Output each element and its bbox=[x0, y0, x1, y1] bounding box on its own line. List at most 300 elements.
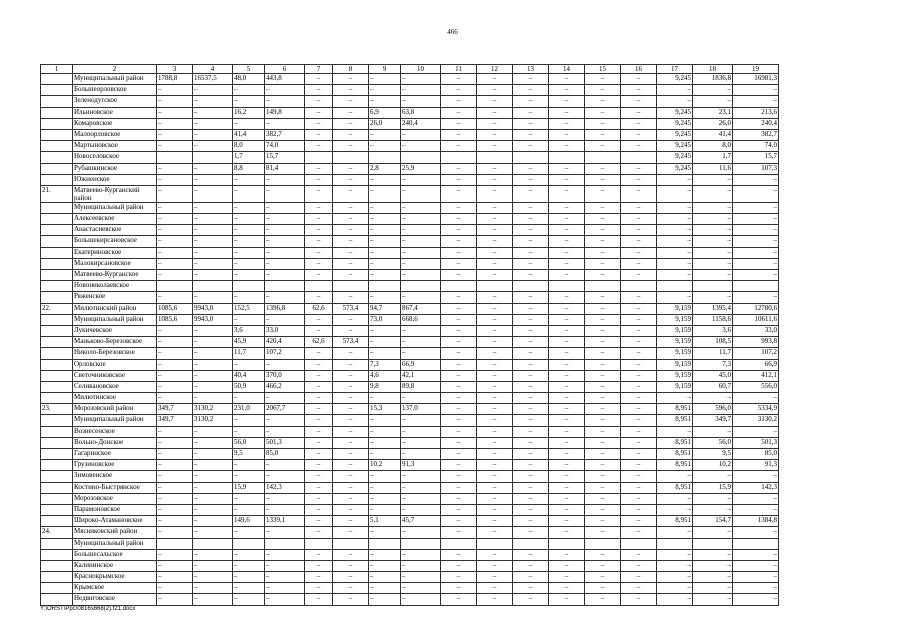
value-cell: 1384,8 bbox=[733, 516, 779, 527]
value-cell: – bbox=[157, 141, 193, 152]
value-cell: – bbox=[513, 348, 549, 359]
table-row bbox=[41, 493, 779, 504]
value-cell: – bbox=[193, 214, 233, 225]
value-cell: 9,159 bbox=[657, 325, 693, 336]
value-cell: – bbox=[369, 482, 401, 493]
value-cell: – bbox=[441, 471, 477, 482]
value-cell: – bbox=[513, 572, 549, 583]
table-row bbox=[41, 471, 779, 482]
value-cell: – bbox=[369, 214, 401, 225]
value-cell: – bbox=[585, 225, 621, 236]
row-index-cell bbox=[41, 516, 73, 527]
territory-name-cell: Большекирсановское bbox=[73, 236, 157, 247]
value-cell: – bbox=[369, 270, 401, 281]
value-cell: – bbox=[621, 560, 657, 571]
value-cell: – bbox=[549, 426, 585, 437]
value-cell: – bbox=[193, 348, 233, 359]
value-cell: – bbox=[621, 225, 657, 236]
territory-name-cell: Малоорловское bbox=[73, 129, 157, 140]
value-cell: – bbox=[333, 258, 369, 269]
value-cell: – bbox=[305, 504, 333, 515]
value-cell: 73,0 bbox=[369, 314, 401, 325]
value-cell bbox=[733, 281, 779, 292]
value-cell: 142,3 bbox=[733, 482, 779, 493]
value-cell: – bbox=[513, 236, 549, 247]
value-cell: 9,245 bbox=[657, 74, 693, 85]
value-cell: 142,3 bbox=[265, 482, 305, 493]
value-cell: – bbox=[265, 393, 305, 404]
row-index-cell bbox=[41, 381, 73, 392]
value-cell: 48,0 bbox=[233, 74, 265, 85]
value-cell: – bbox=[441, 225, 477, 236]
value-cell: – bbox=[621, 437, 657, 448]
value-cell: 349,7 bbox=[157, 415, 193, 426]
territory-name-cell: Мясниковский район bbox=[73, 527, 157, 538]
value-cell: – bbox=[477, 141, 513, 152]
value-cell: – bbox=[233, 185, 265, 202]
value-cell: – bbox=[513, 393, 549, 404]
value-cell: – bbox=[369, 325, 401, 336]
value-cell: – bbox=[193, 107, 233, 118]
value-cell: – bbox=[233, 572, 265, 583]
value-cell: 4,6 bbox=[369, 370, 401, 381]
value-cell: – bbox=[513, 471, 549, 482]
value-cell: – bbox=[549, 460, 585, 471]
value-cell bbox=[585, 152, 621, 163]
value-cell: – bbox=[369, 174, 401, 185]
value-cell: – bbox=[477, 482, 513, 493]
value-cell: – bbox=[193, 141, 233, 152]
column-number: 4 bbox=[193, 65, 233, 74]
territory-name-cell: Южненское bbox=[73, 174, 157, 185]
value-cell: – bbox=[477, 337, 513, 348]
value-cell: – bbox=[733, 426, 779, 437]
value-cell: – bbox=[513, 504, 549, 515]
value-cell: – bbox=[305, 129, 333, 140]
value-cell: – bbox=[265, 426, 305, 437]
value-cell: 9,5 bbox=[693, 449, 733, 460]
value-cell: – bbox=[157, 471, 193, 482]
value-cell: – bbox=[333, 247, 369, 258]
value-cell: – bbox=[193, 527, 233, 538]
value-cell: – bbox=[157, 163, 193, 174]
value-cell: – bbox=[305, 270, 333, 281]
value-cell: – bbox=[193, 292, 233, 303]
value-cell: 11,7 bbox=[233, 348, 265, 359]
value-cell: – bbox=[369, 527, 401, 538]
value-cell bbox=[369, 152, 401, 163]
row-index-cell bbox=[41, 281, 73, 292]
value-cell: – bbox=[233, 415, 265, 426]
value-cell: – bbox=[369, 236, 401, 247]
value-cell: – bbox=[401, 96, 441, 107]
value-cell: – bbox=[585, 270, 621, 281]
territory-name-cell: Гагаринское bbox=[73, 449, 157, 460]
value-cell: – bbox=[305, 118, 333, 129]
value-cell: – bbox=[585, 359, 621, 370]
value-cell: – bbox=[477, 107, 513, 118]
row-index-cell bbox=[41, 174, 73, 185]
value-cell: – bbox=[369, 504, 401, 515]
value-cell: 33,0 bbox=[733, 325, 779, 336]
value-cell: – bbox=[157, 325, 193, 336]
value-cell: – bbox=[333, 292, 369, 303]
table-row bbox=[41, 258, 779, 269]
value-cell: – bbox=[441, 118, 477, 129]
territory-name-cell: Орловское bbox=[73, 359, 157, 370]
value-cell: 9,159 bbox=[657, 314, 693, 325]
value-cell: – bbox=[585, 572, 621, 583]
value-cell: – bbox=[193, 493, 233, 504]
territory-name-cell: Морозовское bbox=[73, 493, 157, 504]
value-cell: – bbox=[401, 482, 441, 493]
value-cell: – bbox=[333, 549, 369, 560]
value-cell bbox=[305, 281, 333, 292]
value-cell: – bbox=[193, 471, 233, 482]
value-cell: 420,4 bbox=[265, 337, 305, 348]
table-row bbox=[41, 96, 779, 107]
column-number: 17 bbox=[657, 65, 693, 74]
value-cell: – bbox=[585, 118, 621, 129]
table-row bbox=[41, 393, 779, 404]
value-cell: – bbox=[369, 549, 401, 560]
territory-name-cell: Лукичевское bbox=[73, 325, 157, 336]
value-cell: – bbox=[477, 303, 513, 314]
value-cell: 1085,6 bbox=[157, 314, 193, 325]
value-cell: – bbox=[401, 471, 441, 482]
value-cell: – bbox=[401, 594, 441, 605]
value-cell: – bbox=[333, 85, 369, 96]
value-cell: – bbox=[333, 482, 369, 493]
value-cell: – bbox=[621, 129, 657, 140]
value-cell: – bbox=[657, 236, 693, 247]
value-cell: – bbox=[401, 426, 441, 437]
row-index-cell bbox=[41, 292, 73, 303]
table-row bbox=[41, 516, 779, 527]
value-cell: – bbox=[157, 96, 193, 107]
value-cell: – bbox=[513, 482, 549, 493]
value-cell: – bbox=[621, 118, 657, 129]
territory-name-cell: Ряженское bbox=[73, 292, 157, 303]
value-cell: – bbox=[193, 247, 233, 258]
row-index-cell bbox=[41, 426, 73, 437]
table-row bbox=[41, 107, 779, 118]
value-cell: – bbox=[733, 572, 779, 583]
value-cell: – bbox=[477, 471, 513, 482]
value-cell: – bbox=[585, 107, 621, 118]
value-cell: – bbox=[549, 594, 585, 605]
value-cell: – bbox=[265, 549, 305, 560]
value-cell: – bbox=[305, 437, 333, 448]
value-cell: – bbox=[333, 74, 369, 85]
table-row bbox=[41, 381, 779, 392]
territory-name-cell: Костино-Быстрянское bbox=[73, 482, 157, 493]
value-cell: – bbox=[693, 292, 733, 303]
value-cell: – bbox=[265, 85, 305, 96]
value-cell: – bbox=[233, 583, 265, 594]
value-cell bbox=[621, 152, 657, 163]
value-cell bbox=[549, 281, 585, 292]
value-cell: – bbox=[693, 504, 733, 515]
value-cell: – bbox=[733, 236, 779, 247]
value-cell: – bbox=[621, 449, 657, 460]
value-cell: – bbox=[157, 370, 193, 381]
value-cell: – bbox=[585, 560, 621, 571]
table-row bbox=[41, 118, 779, 129]
value-cell: – bbox=[733, 258, 779, 269]
value-cell: 9,245 bbox=[657, 152, 693, 163]
value-cell: – bbox=[477, 325, 513, 336]
table-row bbox=[41, 303, 779, 314]
value-cell: 26,0 bbox=[369, 118, 401, 129]
territory-name-cell: Краснокрымское bbox=[73, 572, 157, 583]
value-cell: – bbox=[549, 236, 585, 247]
value-cell: – bbox=[513, 527, 549, 538]
value-cell: – bbox=[441, 303, 477, 314]
table-row bbox=[41, 370, 779, 381]
value-cell: – bbox=[265, 236, 305, 247]
value-cell: – bbox=[693, 572, 733, 583]
value-cell: – bbox=[233, 270, 265, 281]
value-cell: – bbox=[369, 85, 401, 96]
value-cell: – bbox=[585, 163, 621, 174]
value-cell: – bbox=[585, 583, 621, 594]
table-row bbox=[41, 404, 779, 415]
value-cell: – bbox=[585, 185, 621, 202]
value-cell: – bbox=[441, 393, 477, 404]
row-index-cell bbox=[41, 471, 73, 482]
value-cell: – bbox=[369, 471, 401, 482]
value-cell: – bbox=[401, 141, 441, 152]
value-cell: – bbox=[441, 359, 477, 370]
territory-name-cell: Муниципальный район bbox=[73, 74, 157, 85]
value-cell: 370,0 bbox=[265, 370, 305, 381]
value-cell: – bbox=[657, 560, 693, 571]
value-cell: – bbox=[733, 549, 779, 560]
value-cell: – bbox=[513, 359, 549, 370]
value-cell: – bbox=[513, 96, 549, 107]
column-number: 7 bbox=[305, 65, 333, 74]
territory-name-cell: Муниципальный район bbox=[73, 538, 157, 549]
value-cell: – bbox=[333, 471, 369, 482]
value-cell: – bbox=[441, 337, 477, 348]
value-cell: – bbox=[549, 258, 585, 269]
column-number: 1 bbox=[41, 65, 73, 74]
value-cell: – bbox=[401, 449, 441, 460]
value-cell: – bbox=[333, 236, 369, 247]
value-cell: – bbox=[369, 393, 401, 404]
territory-name-cell: Крымское bbox=[73, 583, 157, 594]
value-cell: – bbox=[621, 325, 657, 336]
value-cell: 11,7 bbox=[693, 348, 733, 359]
row-index-cell bbox=[41, 415, 73, 426]
value-cell: – bbox=[333, 381, 369, 392]
value-cell: – bbox=[477, 85, 513, 96]
value-cell: – bbox=[305, 594, 333, 605]
value-cell: – bbox=[657, 185, 693, 202]
value-cell: 25,9 bbox=[401, 163, 441, 174]
value-cell: – bbox=[333, 107, 369, 118]
value-cell: 40,4 bbox=[233, 370, 265, 381]
value-cell: – bbox=[305, 292, 333, 303]
table-row bbox=[41, 527, 779, 538]
value-cell bbox=[193, 538, 233, 549]
territory-name-cell: Милютинский район bbox=[73, 303, 157, 314]
value-cell: – bbox=[477, 404, 513, 415]
value-cell: – bbox=[585, 314, 621, 325]
value-cell: – bbox=[733, 292, 779, 303]
row-index-cell bbox=[41, 129, 73, 140]
value-cell: 8,951 bbox=[657, 415, 693, 426]
value-cell: – bbox=[441, 214, 477, 225]
header-row bbox=[41, 65, 779, 74]
value-cell: – bbox=[369, 493, 401, 504]
value-cell: – bbox=[193, 325, 233, 336]
value-cell: – bbox=[477, 370, 513, 381]
value-cell: – bbox=[585, 404, 621, 415]
value-cell: 8,951 bbox=[657, 516, 693, 527]
row-index-cell bbox=[41, 96, 73, 107]
value-cell: – bbox=[657, 85, 693, 96]
value-cell: – bbox=[441, 141, 477, 152]
value-cell: – bbox=[549, 516, 585, 527]
row-index-cell bbox=[41, 107, 73, 118]
value-cell: – bbox=[549, 247, 585, 258]
value-cell: – bbox=[401, 348, 441, 359]
value-cell: – bbox=[441, 583, 477, 594]
value-cell: – bbox=[585, 426, 621, 437]
value-cell: – bbox=[657, 594, 693, 605]
value-cell: – bbox=[513, 549, 549, 560]
value-cell: – bbox=[441, 202, 477, 213]
value-cell: – bbox=[477, 74, 513, 85]
column-number: 12 bbox=[477, 65, 513, 74]
value-cell bbox=[441, 152, 477, 163]
value-cell: 573,4 bbox=[333, 303, 369, 314]
value-cell: – bbox=[369, 185, 401, 202]
value-cell: 867,4 bbox=[401, 303, 441, 314]
value-cell bbox=[477, 281, 513, 292]
value-cell: – bbox=[585, 460, 621, 471]
value-cell: – bbox=[549, 214, 585, 225]
value-cell: – bbox=[193, 516, 233, 527]
value-cell: – bbox=[441, 572, 477, 583]
value-cell: – bbox=[441, 348, 477, 359]
value-cell: – bbox=[401, 247, 441, 258]
value-cell: – bbox=[401, 174, 441, 185]
value-cell: – bbox=[401, 504, 441, 515]
value-cell: – bbox=[549, 437, 585, 448]
value-cell: 3,6 bbox=[233, 325, 265, 336]
value-cell: – bbox=[333, 141, 369, 152]
table-row bbox=[41, 225, 779, 236]
row-index-cell bbox=[41, 225, 73, 236]
value-cell: – bbox=[333, 393, 369, 404]
value-cell: – bbox=[513, 493, 549, 504]
value-cell: – bbox=[733, 225, 779, 236]
value-cell: – bbox=[621, 348, 657, 359]
value-cell: – bbox=[513, 370, 549, 381]
value-cell bbox=[233, 538, 265, 549]
value-cell: – bbox=[549, 449, 585, 460]
value-cell: – bbox=[549, 359, 585, 370]
column-number: 3 bbox=[157, 65, 193, 74]
value-cell: – bbox=[157, 292, 193, 303]
column-number: 15 bbox=[585, 65, 621, 74]
territory-name-cell: Ильиновское bbox=[73, 107, 157, 118]
value-cell: – bbox=[369, 560, 401, 571]
value-cell: 3,6 bbox=[693, 325, 733, 336]
value-cell: – bbox=[369, 141, 401, 152]
value-cell: – bbox=[549, 527, 585, 538]
value-cell: – bbox=[657, 202, 693, 213]
value-cell: – bbox=[333, 202, 369, 213]
value-cell: – bbox=[441, 381, 477, 392]
value-cell: – bbox=[401, 225, 441, 236]
value-cell: – bbox=[549, 74, 585, 85]
value-cell: – bbox=[265, 572, 305, 583]
value-cell: – bbox=[305, 393, 333, 404]
value-cell: – bbox=[157, 107, 193, 118]
value-cell: 466,2 bbox=[265, 381, 305, 392]
value-cell: – bbox=[733, 471, 779, 482]
value-cell: – bbox=[477, 174, 513, 185]
value-cell: – bbox=[621, 202, 657, 213]
value-cell: – bbox=[549, 303, 585, 314]
value-cell: – bbox=[513, 314, 549, 325]
value-cell: 9,245 bbox=[657, 141, 693, 152]
value-cell: – bbox=[585, 174, 621, 185]
table-row bbox=[41, 314, 779, 325]
value-cell: – bbox=[441, 516, 477, 527]
value-cell: – bbox=[621, 381, 657, 392]
value-cell: – bbox=[333, 214, 369, 225]
value-cell: – bbox=[733, 85, 779, 96]
value-cell: – bbox=[233, 504, 265, 515]
value-cell: – bbox=[549, 85, 585, 96]
value-cell: – bbox=[621, 426, 657, 437]
value-cell: – bbox=[157, 202, 193, 213]
value-cell: – bbox=[441, 437, 477, 448]
table-row bbox=[41, 538, 779, 549]
value-cell: – bbox=[513, 74, 549, 85]
value-cell: – bbox=[333, 96, 369, 107]
territory-name-cell: Алексеевское bbox=[73, 214, 157, 225]
value-cell: – bbox=[233, 493, 265, 504]
value-cell: – bbox=[305, 426, 333, 437]
value-cell: – bbox=[621, 141, 657, 152]
row-index-cell bbox=[41, 594, 73, 605]
value-cell: – bbox=[233, 471, 265, 482]
value-cell: – bbox=[305, 258, 333, 269]
value-cell: – bbox=[369, 258, 401, 269]
value-cell: – bbox=[513, 437, 549, 448]
row-index-cell bbox=[41, 236, 73, 247]
value-cell bbox=[193, 152, 233, 163]
value-cell: – bbox=[621, 107, 657, 118]
value-cell: – bbox=[513, 583, 549, 594]
territory-name-cell: Недвиговское bbox=[73, 594, 157, 605]
territory-name-cell: Вознесенское bbox=[73, 426, 157, 437]
value-cell: – bbox=[333, 129, 369, 140]
row-index-cell bbox=[41, 163, 73, 174]
table-row bbox=[41, 437, 779, 448]
value-cell bbox=[157, 538, 193, 549]
value-cell: – bbox=[157, 560, 193, 571]
value-cell: – bbox=[733, 393, 779, 404]
value-cell: – bbox=[693, 225, 733, 236]
value-cell: – bbox=[733, 185, 779, 202]
